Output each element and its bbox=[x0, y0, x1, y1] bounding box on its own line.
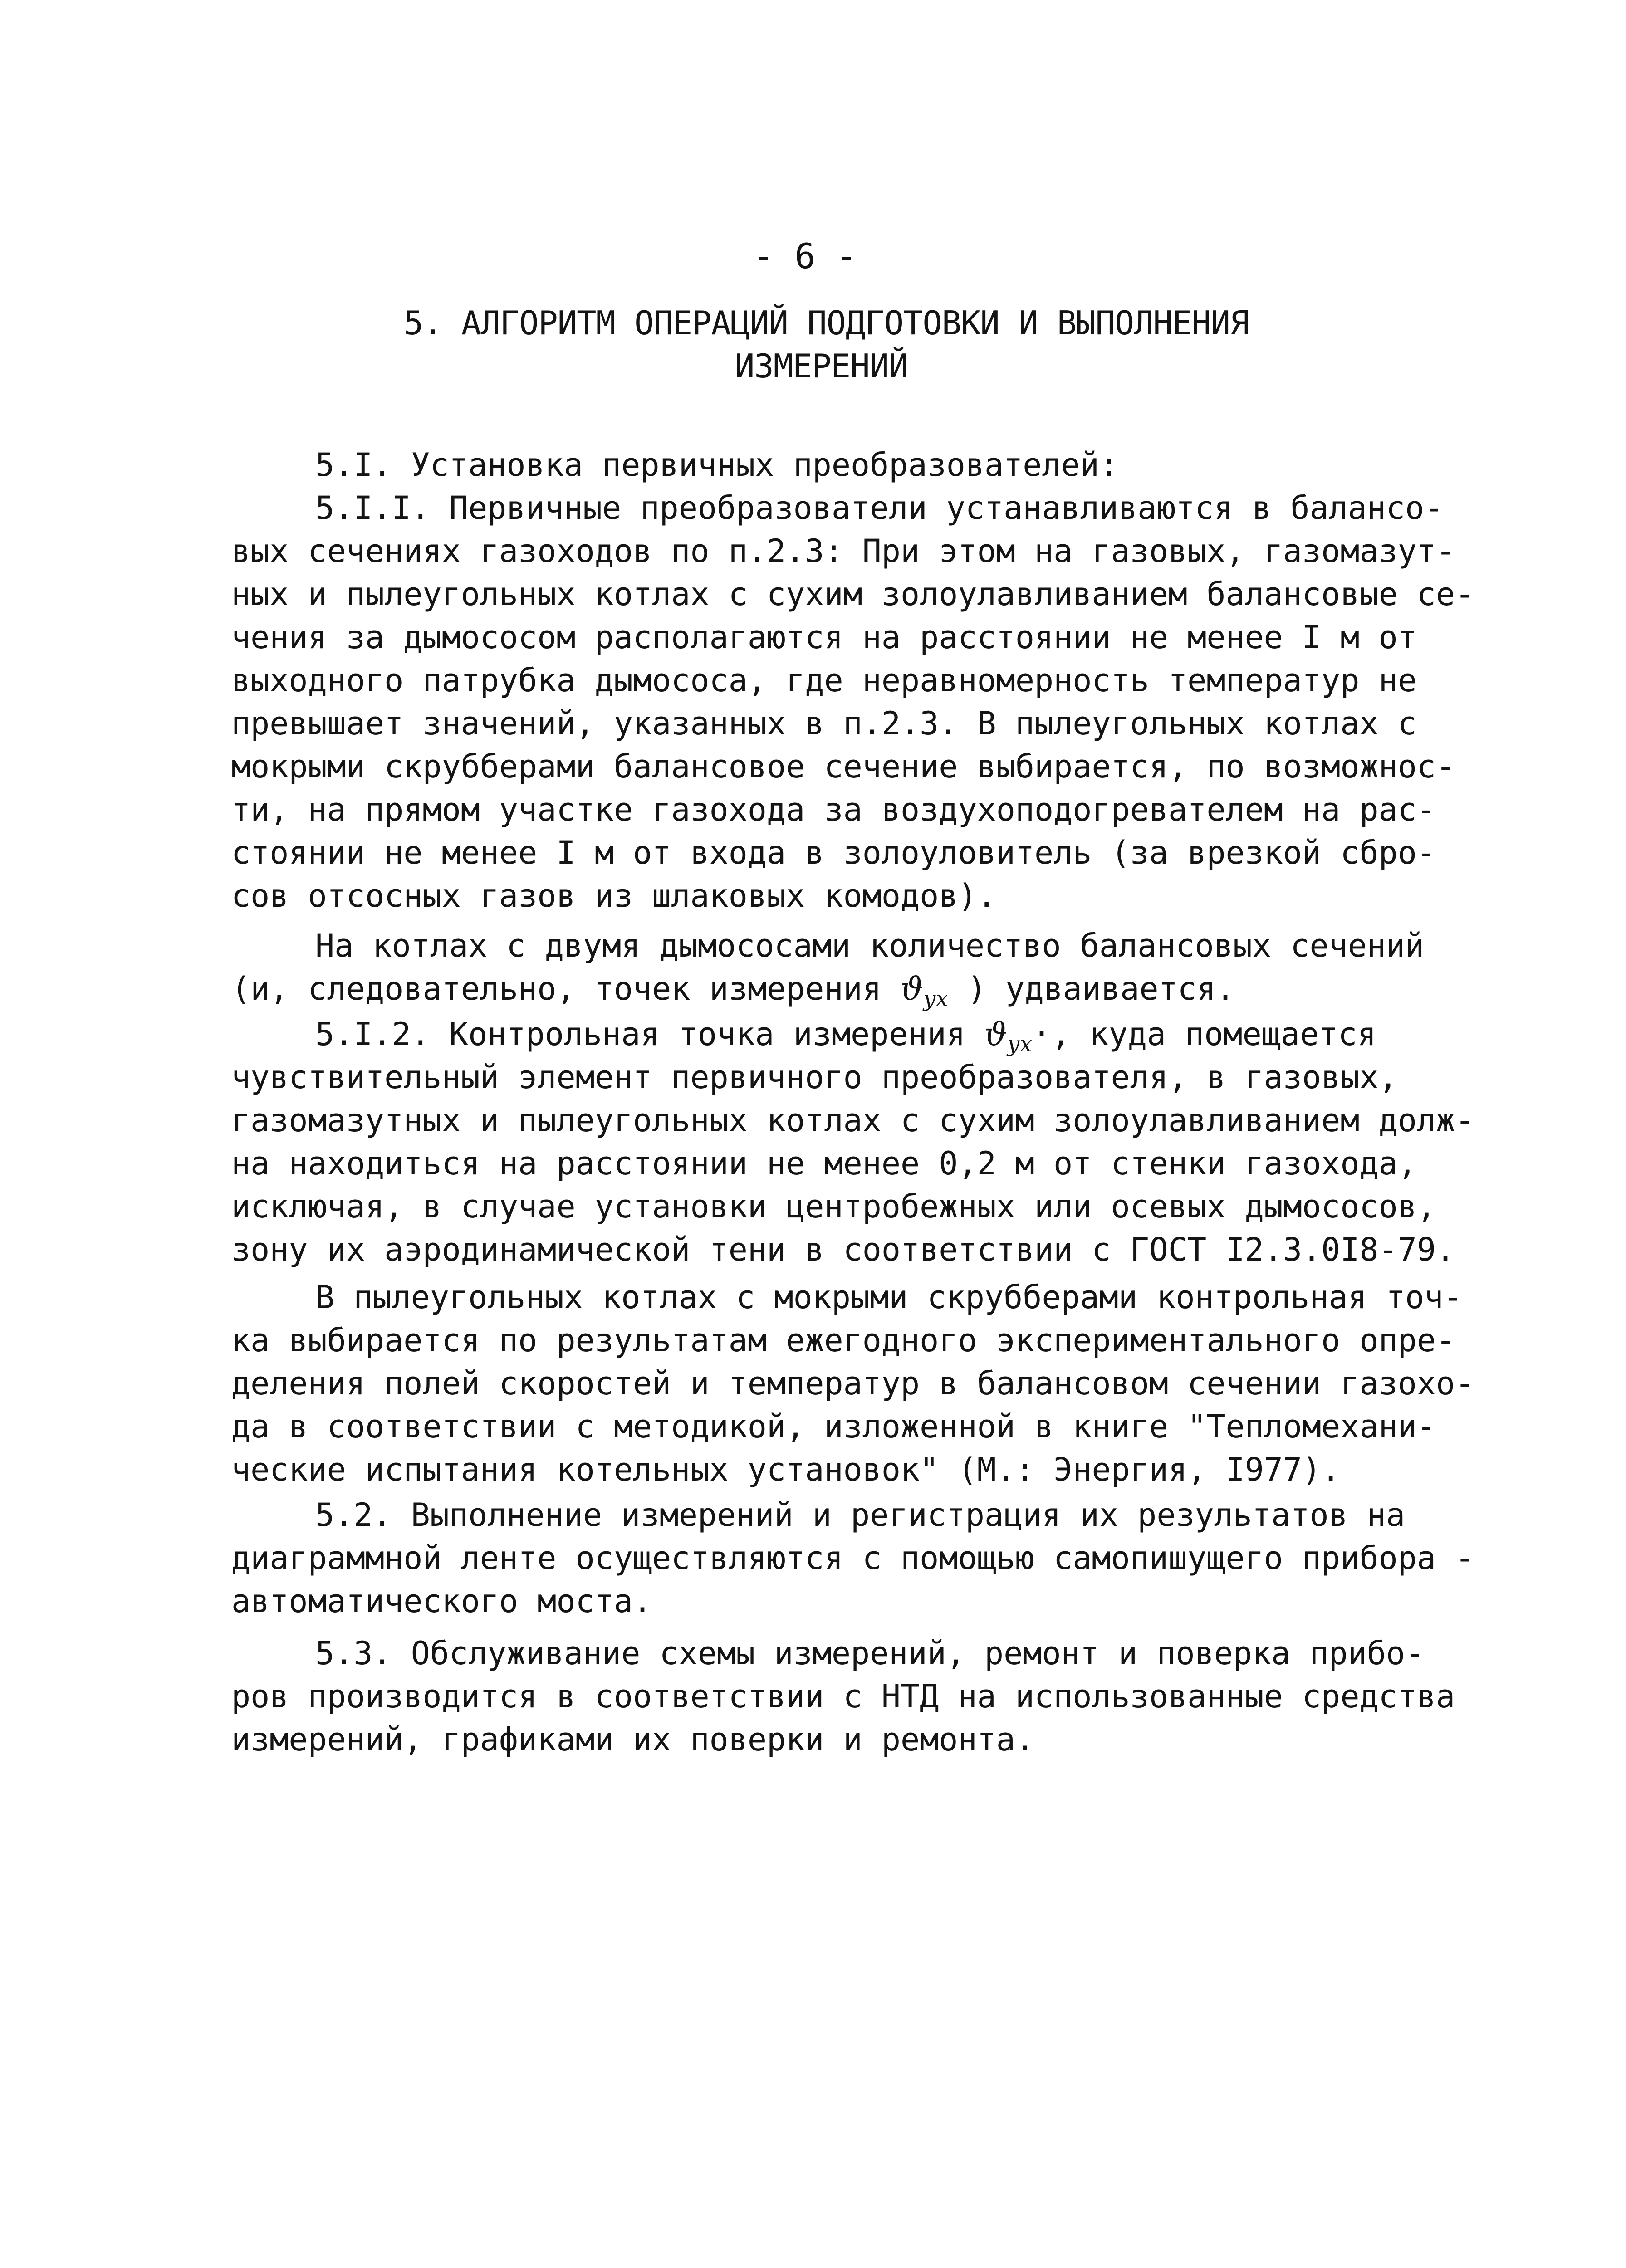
paragraph-line: на находиться на расстоянии не менее 0,2 м от стенки газохода, bbox=[231, 1145, 1417, 1182]
paragraph-line: ческие испытания котельных установок" (М.: Энергия, I977). bbox=[231, 1451, 1341, 1488]
paragraph-line-with-symbol bbox=[315, 1018, 1376, 1055]
line-text-before-symbol: 5.I.2. Контрольная точка измерения bbox=[315, 1016, 985, 1053]
paragraph-line: выходного патрубка дымососа, где неравномерность температур не bbox=[231, 662, 1417, 699]
temperature-symbol bbox=[901, 970, 948, 1012]
paragraph-line: сов отсосных газов из шлаковых комодов). bbox=[231, 877, 996, 914]
subsection-5-1-title: 5.I. Установка первичных преобразователей: bbox=[315, 446, 1119, 484]
paragraph-line: исключая, в случае установки центробежных или осевых дымососов, bbox=[231, 1188, 1436, 1225]
paragraph-line: стоянии не менее I м от входа в золоуловитель (за врезкой сбро- bbox=[231, 834, 1436, 871]
paragraph-line: деления полей скоростей и температур в балансовом сечении газохо- bbox=[231, 1365, 1474, 1402]
paragraph-line: мокрыми скрубберами балансовое сечение выбирается, по возможнос- bbox=[231, 748, 1455, 785]
symbol-main: ϑ bbox=[984, 1016, 1008, 1053]
symbol-main: ϑ bbox=[901, 970, 924, 1007]
symbol-subscript: ух bbox=[923, 986, 948, 1012]
paragraph-line: вых сечениях газоходов по п.2.3: При этом на газовых, газомазут- bbox=[231, 533, 1455, 570]
paragraph-line: ка выбирается по результатам ежегодного экспериментального опре- bbox=[231, 1322, 1455, 1359]
paragraph-line: превышает значений, указанных в п.2.3. В пылеугольных котлах с bbox=[231, 705, 1417, 742]
symbol-subscript: ух bbox=[1007, 1031, 1032, 1057]
line-text-after-symbol: ·, куда помещается bbox=[1032, 1016, 1376, 1053]
paragraph-line: диаграммной ленте осуществляются с помощью самопишущего прибора - bbox=[231, 1540, 1474, 1577]
paragraph-line: зону их аэродинамической тени в соответствии с ГОСТ I2.3.0I8-79. bbox=[231, 1231, 1455, 1268]
paragraph-line: ров производится в соответствии с НТД на использованные средства bbox=[231, 1678, 1455, 1715]
paragraph-line: ти, на прямом участке газохода за воздухоподогревателем на рас- bbox=[231, 791, 1436, 828]
subsection-5-3-line: 5.3. Обслуживание схемы измерений, ремонт и поверка прибо- bbox=[315, 1635, 1425, 1672]
temperature-symbol bbox=[984, 1016, 1032, 1057]
subsection-5-2-line: 5.2. Выполнение измерений и регистрация их результатов на bbox=[315, 1496, 1406, 1534]
paragraph-line: чувствительный элемент первичного преобразователя, в газовых, bbox=[231, 1059, 1398, 1096]
section-heading-line-1: 5. АЛГОРИТМ ОПЕРАЦИЙ ПОДГОТОВКИ И ВЫПОЛНЕНИЯ bbox=[404, 304, 1249, 342]
paragraph-line: 5.I.I. Первичные преобразователи устанавливаются в балансо- bbox=[315, 489, 1444, 527]
section-heading-line-2: ИЗМЕРЕНИЙ bbox=[735, 347, 908, 385]
line-text-after-symbol: ) удваивается. bbox=[948, 970, 1235, 1007]
paragraph-line: да в соответствии с методикой, изложенной в книге "Тепломехани- bbox=[231, 1408, 1436, 1445]
paragraph-line: чения за дымососом располагаются на расстоянии не менее I м от bbox=[231, 619, 1417, 656]
paragraph-line: ных и пылеугольных котлах с сухим золоулавливанием балансовые се- bbox=[231, 576, 1474, 613]
paragraph-line: На котлах с двумя дымососами количество балансовых сечений bbox=[315, 927, 1425, 964]
paragraph-line: измерений, графиками их поверки и ремонта. bbox=[231, 1721, 1035, 1758]
line-text-before-symbol: (и, следовательно, точек измерения bbox=[231, 970, 901, 1007]
page-number: - 6 - bbox=[753, 236, 857, 276]
paragraph-line: газомазутных и пылеугольных котлах с сухим золоулавливанием долж- bbox=[231, 1102, 1474, 1139]
paragraph-line: автоматического моста. bbox=[231, 1583, 652, 1620]
paragraph-line: В пылеугольных котлах с мокрыми скрубберами контрольная точ- bbox=[315, 1279, 1463, 1316]
paragraph-line-with-symbol bbox=[231, 970, 1235, 1012]
